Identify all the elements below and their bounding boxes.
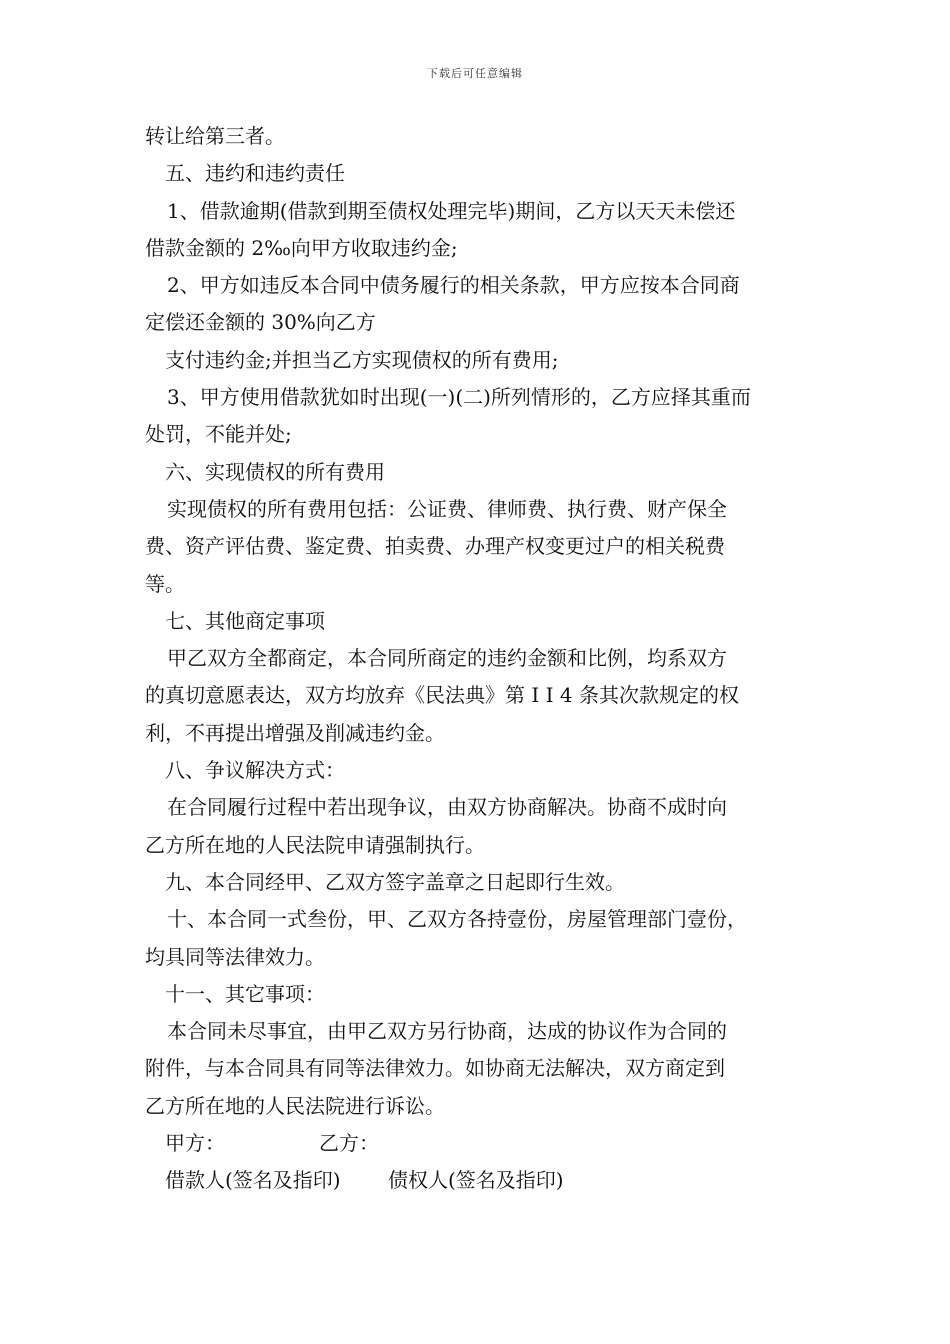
contract-text [145,118,817,1125]
text-line: 甲乙双方全都商定，本合同所商定的违约金额和比例，均系双方 [167,646,727,671]
page-header: 下载后可任意编辑 [427,67,523,80]
text-line: 乙方所在地的人民法院申请强制执行。 [145,832,485,857]
text-line: 十、本合同一式叁份，甲、乙双方各持壹份，房屋管理部门壹份， [167,907,747,932]
text-line: 十一、其它事项： [165,981,325,1006]
document-body [145,118,817,1200]
creditor-signature-label: 债权人(签名及指印) [388,1168,564,1193]
text-line: 七、其他商定事项 [165,608,325,633]
text-line: 处罚，不能并处; [145,422,292,447]
text-line: 附件，与本合同具有同等法律效力。如协商无法解决，双方商定到 [145,1056,725,1081]
text-line: 八、争议解决方式： [165,758,345,783]
signature-row [145,1162,817,1199]
text-line: 1、借款逾期(借款到期至债权处理完毕)期间，乙方以天天未偿还 [167,198,736,223]
text-line: 的真切意愿表达，双方均放弃《民法典》第 I I 4 条其次款规定的权 [145,683,739,708]
party-b-label: 乙方： [319,1131,379,1156]
party-a-label: 甲方： [165,1131,225,1156]
text-line: 定偿还金额的 30%向乙方 [145,310,376,335]
text-line: 转让给第三者。 [145,124,285,148]
text-line: 支付违约金;并担当乙方实现债权的所有费用; [165,347,559,372]
text-line: 3、甲方使用借款犹如时出现(一)(二)所列情形的，乙方应择其重而 [167,385,751,410]
text-line: 利，不再提出增强及削减违约金。 [145,720,445,745]
text-line: 借款金额的 2‰向甲方收取违约金; [145,235,458,260]
text-line: 费、资产评估费、鉴定费、拍卖费、办理产权变更过户的相关税费 [145,534,725,559]
text-line: 九、本合同经甲、乙双方签字盖章之日起即行生效。 [165,869,625,894]
party-labels-row [145,1125,817,1162]
text-line: 六、实现债权的所有费用 [165,459,385,484]
borrower-signature-label: 借款人(签名及指印) [165,1168,341,1193]
text-line: 五、违约和违约责任 [165,161,345,186]
text-line: 实现债权的所有费用包括：公证费、律师费、执行费、财产保全 [167,496,727,521]
text-line: 2、甲方如违反本合同中债务履行的相关条款，甲方应按本合同商 [167,273,740,298]
text-line: 乙方所在地的人民法院进行诉讼。 [145,1093,445,1118]
text-line: 本合同未尽事宜，由甲乙双方另行协商，达成的协议作为合同的 [167,1019,727,1044]
text-line: 在合同履行过程中若出现争议，由双方协商解决。协商不成时向 [167,795,727,820]
text-line: 等。 [145,571,185,596]
text-line: 均具同等法律效力。 [145,944,325,969]
